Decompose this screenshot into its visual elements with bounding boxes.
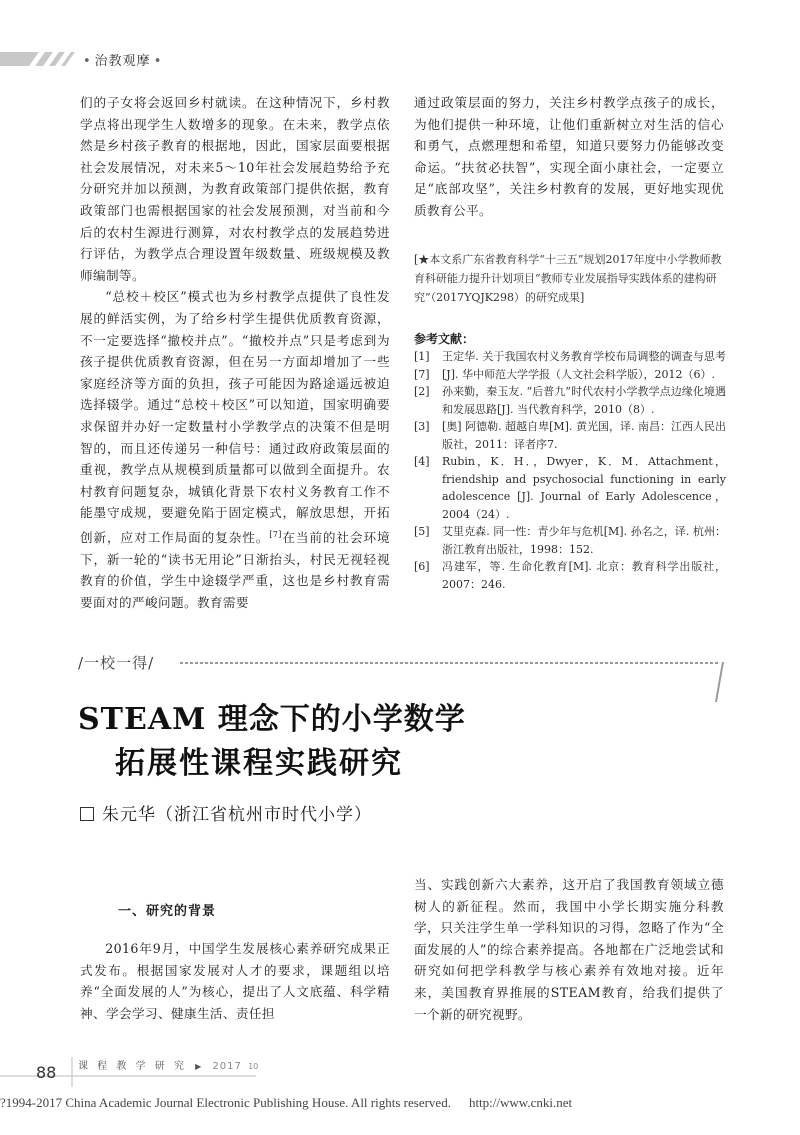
reference-number: [6]	[414, 560, 430, 573]
article-column-left	[80, 938, 390, 1024]
copyright-text: ?1994-2017 China Academic Journal Electronic Publishing House. All rights reserved.	[0, 1095, 451, 1110]
paragraph-text: “总校＋校区”模式也为乡村教学点提供了良性发展的鲜活实例，为了给乡村学生提供优质教育资源，不一定要选择“撤校并点”。“撤校并点”只是考虑到为孩子提供优质教育资源，但在另一方面却增加了一些家庭经济等方面的负担，孩子可能因为路途遥远被迫选择辍学。通过“总校＋校区”可以知道，国家明确要求保留并办好一定数量村小学教学点的决策不但是明智的，而且还传递另一种信号：通过政府政策层面的重视，教学点从规模到质量都可以做到全面提升。农村教育问题复杂，城镇化背景下农村义务教育工作不能墨守成规，要避免陷于固定模式，解放思想，开拓创新，应对工作局面的复杂性。	[80, 289, 390, 546]
reference-item	[414, 453, 726, 523]
reference-item	[414, 348, 726, 383]
references-list	[414, 348, 726, 593]
journal-year: 2017	[212, 1061, 242, 1072]
reference-number: [3]	[414, 420, 430, 433]
references-title: 参考文献：	[414, 332, 475, 346]
triangle-icon: ▶	[195, 1062, 205, 1071]
checkbox-square-icon	[80, 807, 94, 821]
reference-item	[414, 418, 726, 453]
author-name: 朱元华	[102, 805, 156, 825]
body-column-left-top	[80, 92, 390, 613]
banner-dashed-line	[180, 662, 718, 664]
paragraph: 当、实践创新六大素养，这开启了我国教育领域立德树人的新征程。然而，我国中小学长期实施分科教学，只关注学生单一学科知识的习得，忽略了作为“全面发展的人”的综合素养提高。各地都在广泛地尝试和研究如何把学科教学与核心素养有效地对接。近年来，美国教育界推展的STEAM教育，给我们提供了一个新的研究视野。	[414, 877, 724, 1022]
article-title-line1: STEAM 理念下的小学数学	[78, 702, 466, 737]
paragraph-text: 在当前的社会环境下，新一轮的“读书无用论”日渐抬头，村民无视轻视教育的价值，学生中途辍学严重，这也是乡村教育需要面对的严峻问题。教育需要	[80, 530, 390, 610]
column-label-text: 一校一得	[84, 654, 149, 672]
reference-text: 孙来勤，秦玉友. “后普九”时代农村小学教学点边缘化境遇和发展思路[J]. 当代教育科学，2010（8）.	[442, 385, 726, 416]
header-dot-left: •	[83, 54, 92, 69]
reference-number: [1][7]	[414, 350, 430, 381]
body-column-right-top	[414, 92, 724, 222]
journal-name: 课 程 教 学 研 究	[78, 1061, 187, 1072]
paragraph: 通过政策层面的努力，关注乡村教学点孩子的成长，为他们提供一种环境，让他们重新树立对生活的信心和勇气，点燃理想和希望，知道只要努力仍能够改变命运。“扶贫必扶智”，实现全面小康社会，一定要立足“底部攻坚”，关注乡村教育的发展，更好地实现优质教育公平。	[414, 95, 724, 218]
reference-number: [4]	[414, 455, 430, 468]
reference-text: 艾里克森. 同一性：青少年与危机[M]. 孙名之，译. 杭州：浙江教育出版社，1998：152.	[442, 525, 726, 556]
running-header	[80, 50, 165, 69]
reference-text: 王定华. 关于我国农村义务教育学校布局调整的调查与思考[J]. 华中师范大学学报（人文社会科学版），2012（6）.	[442, 350, 726, 381]
copyright-line	[0, 1095, 800, 1111]
paragraph	[80, 286, 390, 613]
article-column-right	[414, 874, 724, 1025]
citation-marker: [7]	[269, 529, 282, 539]
reference-item	[414, 523, 726, 558]
page-number: 88	[36, 1063, 57, 1082]
column-label: /一校一得/	[78, 654, 155, 672]
reference-text: [奥] 阿德勒. 超越自卑[M]. 黄光国，译. 南昌：江西人民出版社，2011：译者序7.	[442, 420, 726, 451]
banner-corner-line	[703, 662, 724, 702]
paragraph: 们的子女将会返回乡村就读。在这种情况下，乡村教学点将出现学生人数增多的现象。在未来，教学点依然是乡村孩子教育的根据地，因此，国家层面要根据社会发展情况，对未来5～10年社会发展趋势给予充分研究并加以预测，为教育政策部门提供依据，教育政策部门也需根据国家的社会发展预测，对当前和今后的农村生源进行测算，对农村教学点的发展趋势进行评估，为教学点合理设置年级数量、班级规模及教师编制等。	[80, 95, 390, 283]
article-title-line2: 拓展性课程实践研究	[115, 746, 403, 781]
reference-item	[414, 383, 726, 418]
reference-number: [5]	[414, 525, 430, 538]
journal-footer	[78, 1057, 258, 1072]
reference-text: 冯建军，等. 生命化教育[M]. 北京：教育科学出版社，2007：246.	[442, 560, 726, 591]
copyright-url: http://www.cnki.net	[468, 1095, 573, 1110]
reference-number: [2]	[414, 385, 430, 398]
funding-note: [★本文系广东省教育科学“十三五”规划2017年度中小学教师教育科研能力提升计划项目“教师专业发展指导实践体系的建构研究”（2017YQJK298）的研究成果]	[414, 253, 722, 304]
reference-text: Rubin，K．H．，Dwyer，K．M．Attachment，friendship and psychosocial functioning in early adolescence [J]. Journal of Early Adolescence，2004（24）.	[442, 455, 726, 521]
journal-issue: 10	[248, 1062, 259, 1071]
header-dot-right: •	[153, 54, 163, 69]
header-section-title: 治教观摩	[94, 54, 151, 69]
header-decoration	[0, 52, 78, 66]
author-line	[80, 800, 372, 825]
author-affiliation: （浙江省杭州市时代小学）	[156, 805, 372, 825]
section-heading: 一、研究的背景	[118, 904, 217, 919]
paragraph: 2016年9月，中国学生发展核心素养研究成果正式发布。根据国家发展对人才的要求，课题组以培养“全面发展的人”为核心，提出了人文底蕴、科学精神、学会学习、健康生活、责任担	[80, 941, 390, 1021]
reference-item	[414, 558, 726, 593]
